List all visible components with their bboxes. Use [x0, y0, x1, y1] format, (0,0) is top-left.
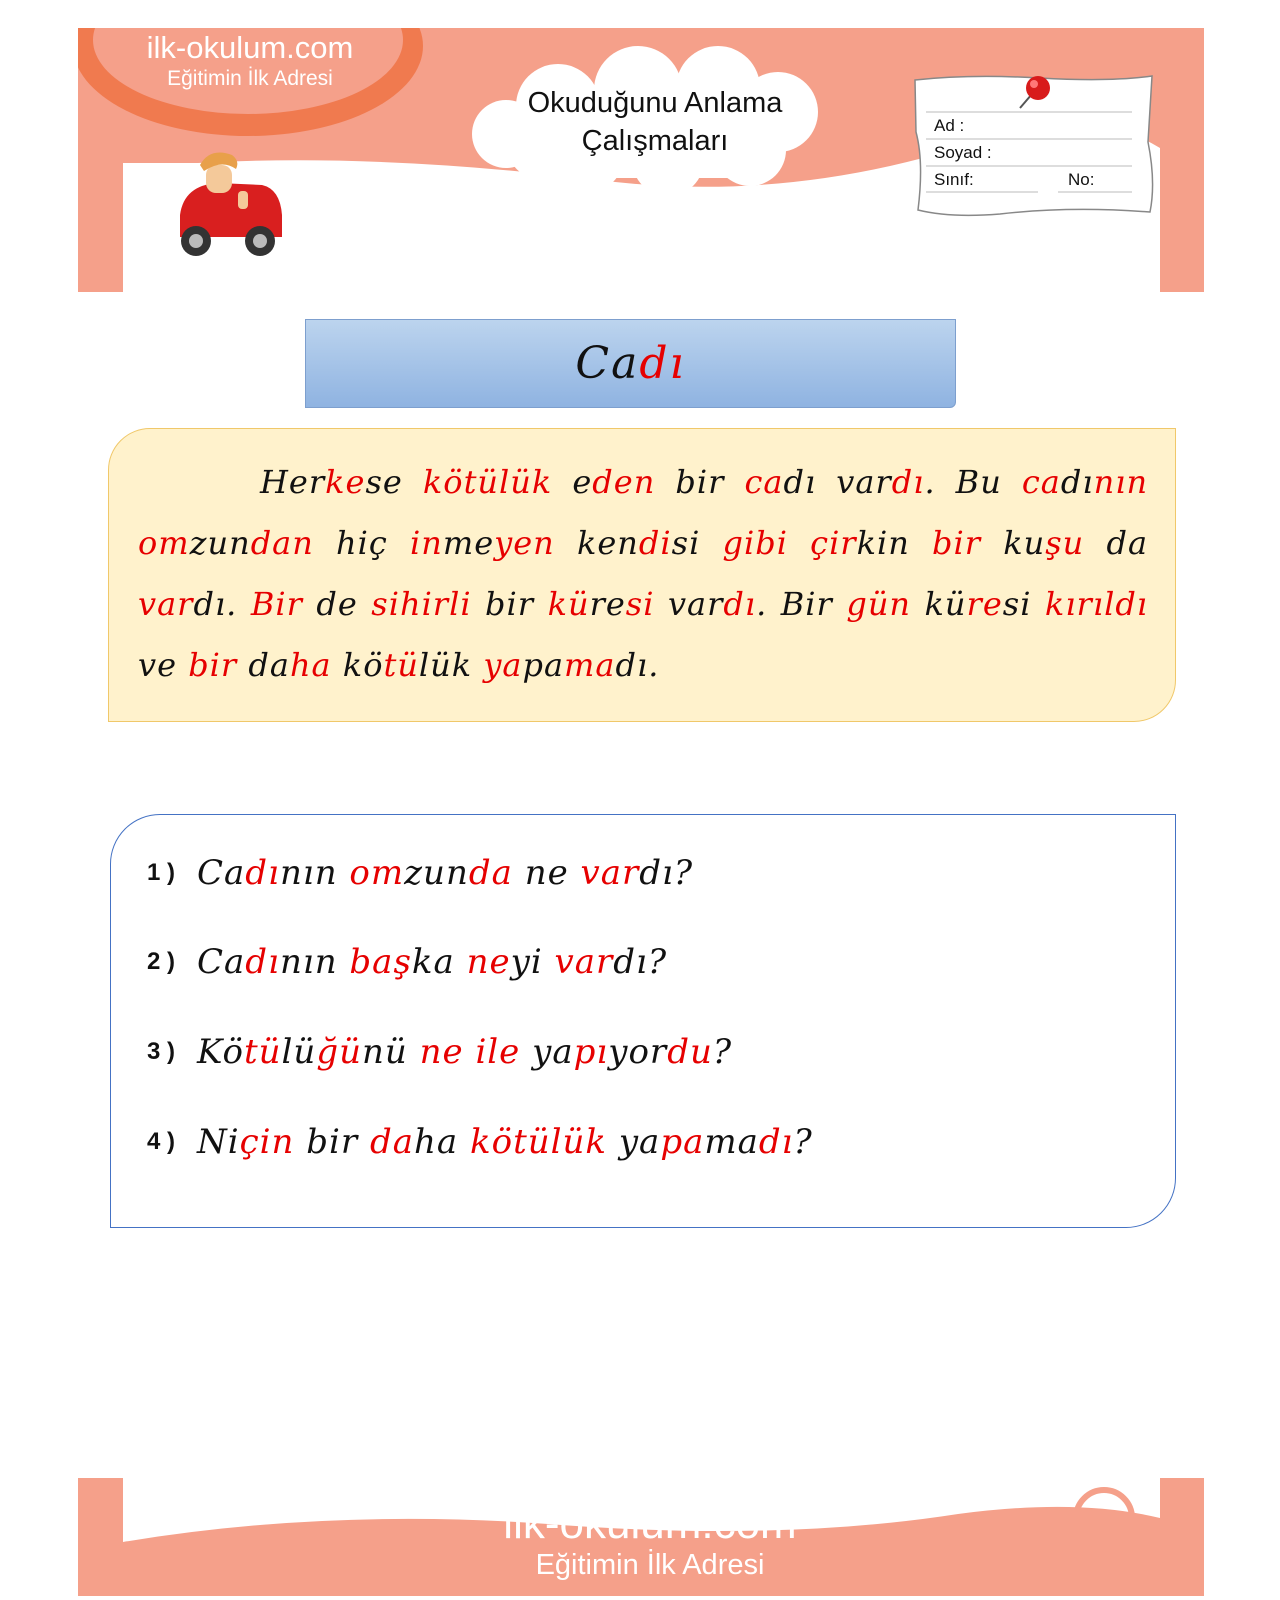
highlighted-syllable: ğü — [316, 1032, 362, 1072]
highlighted-syllable: ya — [483, 646, 523, 684]
highlighted-syllable: baş — [349, 942, 412, 982]
highlighted-syllable: dan — [250, 524, 314, 562]
text-segment: ? — [712, 1032, 733, 1072]
text-segment: ma — [704, 1122, 759, 1162]
highlighted-syllable: var — [138, 585, 194, 623]
question-text — [197, 853, 693, 893]
highlighted-syllable: dı — [639, 338, 686, 389]
highlighted-syllable: om — [349, 853, 405, 893]
text-segment: dı? — [613, 942, 668, 982]
question-4 — [147, 1112, 813, 1172]
highlighted-syllable: ile — [475, 1032, 521, 1072]
question-1 — [147, 843, 693, 903]
highlighted-syllable: tü — [243, 1032, 282, 1072]
highlighted-syllable: ne — [466, 942, 511, 982]
question-text — [197, 1122, 813, 1162]
highlighted-syllable: di — [638, 524, 672, 562]
worksheet-type-title — [490, 84, 820, 160]
highlighted-syllable: dı — [245, 853, 280, 893]
car-cartoon-illustration — [170, 145, 290, 265]
text-segment: dı. — [193, 585, 251, 623]
text-segment: Her — [260, 463, 326, 501]
highlighted-syllable: kü — [547, 585, 590, 623]
worksheet-type-line1: Okuduğunu Anlama — [527, 87, 783, 119]
highlighted-syllable: dı — [245, 942, 280, 982]
logo-site: ilk-okulum.com — [146, 30, 354, 65]
highlighted-syllable: re — [966, 585, 1003, 623]
question-text — [197, 1032, 732, 1072]
footer-slogan: Eğitimin İlk Adresi — [535, 1549, 765, 1581]
text-segment: e — [552, 463, 593, 501]
footer-logo — [380, 1500, 920, 1582]
highlighted-syllable: sihirli — [371, 585, 472, 623]
highlighted-syllable: nın — [1093, 463, 1149, 501]
text-segment: da — [237, 646, 290, 684]
text-segment: me — [442, 524, 495, 562]
text-segment: Ca — [197, 853, 246, 893]
text-segment: yi — [510, 942, 555, 982]
highlighted-syllable: tü — [383, 646, 419, 684]
text-segment: yor — [608, 1032, 668, 1072]
text-segment: ku — [981, 524, 1046, 562]
highlighted-syllable: da — [369, 1122, 415, 1162]
question-3 — [147, 1022, 732, 1082]
text-segment: kin — [856, 524, 933, 562]
highlighted-syllable: bir — [188, 646, 238, 684]
text-segment: se — [365, 463, 423, 501]
text-segment: da — [1084, 524, 1149, 562]
text-segment: pa — [522, 646, 565, 684]
text-segment: dı var — [783, 463, 892, 501]
text-segment: ne — [512, 853, 581, 893]
text-segment: dı? — [639, 853, 694, 893]
text-segment — [788, 524, 810, 562]
text-segment: dı. — [615, 646, 660, 684]
text-segment: nın — [279, 853, 350, 893]
highlighted-syllable: çir — [810, 524, 857, 562]
highlighted-syllable: da — [468, 853, 513, 893]
question-text — [197, 942, 667, 982]
highlighted-syllable: dı — [723, 585, 757, 623]
logo-slogan: Eğitimin İlk Adresi — [167, 67, 333, 90]
text-segment: bir — [471, 585, 548, 623]
text-segment: kü — [911, 585, 967, 623]
highlighted-syllable: var — [580, 853, 640, 893]
text-segment: nü — [361, 1032, 420, 1072]
text-segment: de — [302, 585, 372, 623]
question-number: 3 ) — [147, 1038, 176, 1065]
story-text — [138, 452, 1148, 696]
highlighted-syllable: ca — [1021, 463, 1061, 501]
text-segment: var — [654, 585, 724, 623]
highlighted-syllable: var — [554, 942, 614, 982]
text-segment: . Bu — [924, 463, 1022, 501]
text-segment: Kö — [197, 1032, 244, 1072]
text-segment: . Bir — [756, 585, 847, 623]
highlighted-syllable: şu — [1045, 524, 1085, 562]
footer-site: ilk-okulum.com — [503, 1499, 797, 1548]
highlighted-syllable: ha — [289, 646, 332, 684]
story-title — [575, 338, 685, 389]
text-segment: dı — [1060, 463, 1094, 501]
highlighted-syllable: pa — [660, 1122, 705, 1162]
sinif-label: Sınıf: — [934, 170, 974, 189]
text-segment: Ca — [575, 338, 640, 389]
highlighted-syllable: dı — [891, 463, 925, 501]
text-segment: hiç — [313, 524, 411, 562]
text-segment — [464, 1032, 476, 1072]
text-segment: ka — [411, 942, 467, 982]
highlighted-syllable: om — [138, 524, 190, 562]
text-segment: kö — [331, 646, 384, 684]
question-number: 4 ) — [147, 1128, 176, 1155]
text-segment: zun — [404, 853, 469, 893]
student-name-card — [910, 72, 1160, 222]
text-segment: bir — [294, 1122, 370, 1162]
highlighted-syllable: ca — [744, 463, 784, 501]
text-segment: ? — [793, 1122, 813, 1162]
highlighted-syllable: dı — [758, 1122, 794, 1162]
text-segment: re — [589, 585, 626, 623]
highlighted-syllable: yen — [494, 524, 555, 562]
highlighted-syllable: du — [667, 1032, 713, 1072]
worksheet-type-line2: Çalışmaları — [581, 125, 729, 157]
highlighted-syllable: gün — [846, 585, 912, 623]
text-segment: ya — [607, 1122, 661, 1162]
soyad-label: Soyad : — [934, 143, 992, 162]
highlighted-syllable: den — [592, 463, 656, 501]
highlighted-syllable: bir — [932, 524, 982, 562]
no-label: No: — [1068, 170, 1095, 189]
highlighted-syllable: ke — [325, 463, 366, 501]
story-title-box — [305, 319, 956, 408]
text-segment: nın — [279, 942, 350, 982]
pushpin-icon — [1012, 72, 1056, 116]
question-number: 2 ) — [147, 948, 176, 975]
text-segment: si — [671, 524, 723, 562]
highlighted-syllable: gibi — [722, 524, 788, 562]
highlighted-syllable: Bir — [250, 585, 303, 623]
text-segment: Ni — [197, 1122, 240, 1162]
text-segment: lü — [281, 1032, 317, 1072]
ad-label: Ad : — [934, 116, 965, 135]
header-logo — [100, 30, 400, 92]
question-2 — [147, 932, 667, 992]
text-segment: ya — [520, 1032, 574, 1072]
text-segment: bir — [655, 463, 745, 501]
highlighted-syllable: çin — [239, 1122, 295, 1162]
question-number: 1 ) — [147, 859, 176, 886]
text-segment: zun — [189, 524, 251, 562]
text-segment: lük — [418, 646, 484, 684]
text-segment: ha — [414, 1122, 470, 1162]
highlighted-syllable: kötülük — [470, 1122, 608, 1162]
text-segment: Ca — [197, 942, 246, 982]
highlighted-syllable: pı — [573, 1032, 609, 1072]
highlighted-syllable: si — [625, 585, 655, 623]
text-segment: ken — [554, 524, 639, 562]
highlighted-syllable: kötülük — [422, 463, 553, 501]
highlighted-syllable: ne — [419, 1032, 464, 1072]
highlighted-syllable: kırıldı — [1044, 585, 1149, 623]
highlighted-syllable: ma — [564, 646, 616, 684]
text-segment: ve — [138, 646, 189, 684]
highlighted-syllable: in — [410, 524, 443, 562]
text-segment: si — [1002, 585, 1045, 623]
